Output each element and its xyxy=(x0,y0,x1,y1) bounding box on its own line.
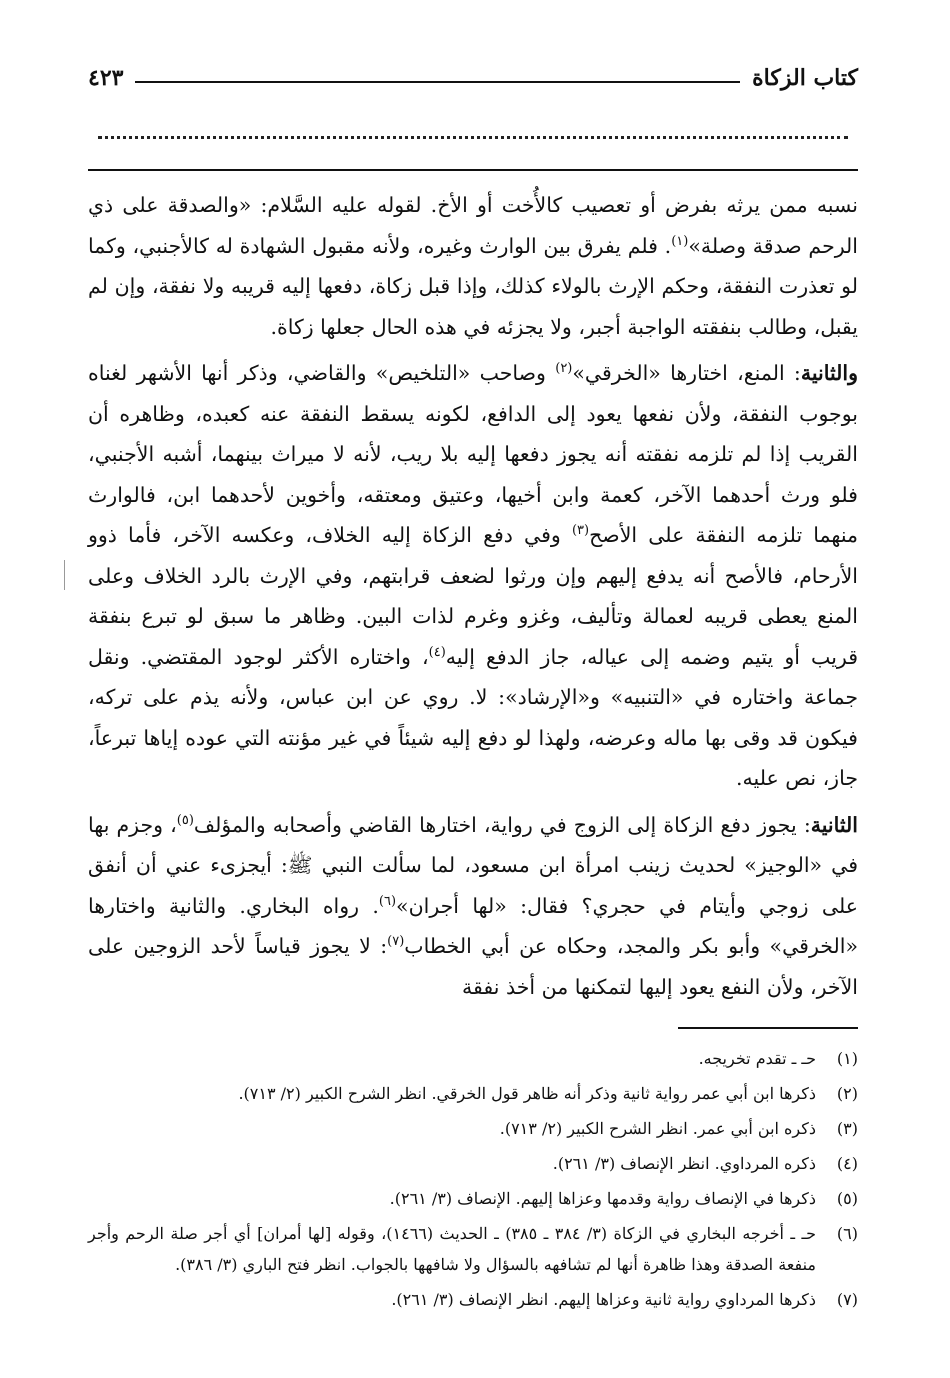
paragraph-3: الثانية: يجوز دفع الزكاة إلى الزوج في رواية، اختارها القاضي وأصحابه والمؤلف$^{(٥)}$، وجزم بها في «الوجيز» لحديث زينب امرأة ابن مسعود، لما سألت النبي ﷺ: أيجزىء عني أن أنفق على زوجي وأيتام في حجري؟ فقال: «لها أجران»$^{(٦)}$. رواه البخاري. والثانية واختارها «الخرقي» وأبو بكر والمجد، وحكاه عن أبي الخطاب$^{(٧)}$: لا يجوز قياساً لأحد الزوجين على الآخر، ولأن النفع يعود إليها لتمكنها من أخذ نفقة xyxy=(88,812,859,999)
chapter-title: كتاب الزكاة xyxy=(752,65,858,91)
solid-separator xyxy=(88,169,858,171)
footnote-ref-1: (١) xyxy=(671,233,689,249)
footnote-number: (٤) xyxy=(836,1154,858,1173)
footnote-number: (٢) xyxy=(836,1084,858,1103)
footnote-text: ذكرها في الإنصاف رواية وقدمها وعزاها إليهم. الإنصاف (٣/ ٢٦١). xyxy=(389,1189,816,1208)
body-text xyxy=(88,185,858,1007)
paragraph-lead: والثانية xyxy=(800,361,858,385)
footnote xyxy=(88,1113,858,1144)
page xyxy=(88,60,858,1319)
dotted-separator xyxy=(98,136,848,139)
footnote-number: (٣) xyxy=(836,1119,858,1138)
footnote xyxy=(88,1284,858,1315)
footnotes xyxy=(88,1043,858,1315)
footnote-ref-2: (٢) xyxy=(555,361,573,377)
footnote-text: ذكرها ابن أبي عمر رواية ثانية وذكر أنه ظاهر قول الخرقي. انظر الشرح الكبير (٢/ ٧١٣). xyxy=(238,1084,816,1103)
footnote-number: (٧) xyxy=(836,1290,858,1309)
footnote-text: ذكره ابن أبي عمر. انظر الشرح الكبير (٢/ ٧١٣). xyxy=(499,1119,816,1138)
footnote-ref-6: (٦) xyxy=(378,893,397,909)
running-header xyxy=(88,60,858,96)
footnote-rule xyxy=(678,1027,858,1029)
footnote xyxy=(88,1183,858,1214)
footnote-ref-5: (٥) xyxy=(176,812,194,828)
footnote xyxy=(88,1148,858,1179)
footnote-ref-4: (٤) xyxy=(428,644,446,660)
page-number: ٤٢٣ xyxy=(88,65,124,91)
footnote xyxy=(88,1043,858,1074)
footnote-ref-7: (٧) xyxy=(387,934,405,950)
footnote-text: حـ ـ أخرجه البخاري في الزكاة (٣/ ٣٨٤ ـ ٣٨٥) ـ الحديث (١٤٦٦)، وقوله [لها أمران] أي أجر صلة الرحم وأجر منفعة الصدقة وهذا ظاهرة أنها لم تشافهه بالسؤال ولا شافهها بالجواب. انظر فتح الباري (٣/ ٣٨٦). xyxy=(88,1224,817,1274)
header-rule xyxy=(135,81,740,83)
paragraph-1: نسبه ممن يرثه بفرض أو تعصيب كالأُخت أو الأخ. لقوله عليه السَّلام: «والصدقة على ذي الرحم صدقة وصلة»$^{(١)}$. فلم يفرق بين الوارث وغيره، ولأنه مقبول الشهادة له كالأجنبي، وكما لو تعذرت النفقة، وحكم الإرث بالولاء كذلك، وإذا قبل زكاة، دفعها إليه قريبه ولا نفقة، وإن لم يقبل، وطالب بنفقته الواجبة أجبر، ولا يجزئه في هذه الحال جعلها زكاة. xyxy=(88,193,858,339)
footnote-text: ذكرها المرداوي رواية ثانية وعزاها إليهم. انظر الإنصاف (٣/ ٢٦١). xyxy=(391,1290,816,1309)
footnote-number: (١) xyxy=(836,1049,858,1068)
paragraph-2: والثانية: المنع، اختارها «الخرقي»$^{(٢)}$ وصاحب «التلخيص» والقاضي، وذكر أنها الأشهر لغناه بوجوب النفقة، ولأن نفعها يعود إلى الدافع، لكونه يسقط النفقة عنه كعبده، وظاهره أن القريب إذا لم تلزمه نفقته أنه يجوز دفعها إليه بلا ريب، لأنه لا ميراث بينهما، أشبه الأجنبي، فلو ورث أحدهما الآخر، كعمة وابن أخيها، وعتيق ومعتقه، وأخوين لأحدهما ابن، فالوارث منهما تلزمه النفقة على الأصح$^{(٣)}$ وفي دفع الزكاة إليه الخلاف، وعكسه الآخر، فأما ذوو الأرحام، فالأصح أنه يدفع إليهم وإن ورثوا لضعف قرابتهم، وفي الإرث بالرد الخلاف وعلى المنع يعطى قريبه لعمالة وتأليف، وغزو وغرم لذات البين. وظاهر ما سبق لو تبرع بنفقة قريب أو يتيم وضمه إلى عياله، جاز الدفع إليه$^{(٤)}$، واختاره الأكثر لوجود المقتضي. ونقل جماعة واختاره في «التنبيه» و«الإرشاد»: لا. روي عن ابن عباس، ولأنه يذم على تركه، فيكون قد وقى بها ماله وعرضه، ولهذا لو دفع إليه شيئاً في غير مؤنته التي عوده إياها تبرعاً، جاز، نص عليه. xyxy=(88,361,859,790)
paragraph-lead: الثانية xyxy=(810,812,858,837)
footnote-number: (٥) xyxy=(836,1189,858,1208)
footnote-text: ذكره المرداوي. انظر الإنصاف (٣/ ٢٦١). xyxy=(552,1154,816,1173)
margin-pencil-mark xyxy=(64,560,79,590)
footnote-ref-3: (٣) xyxy=(571,523,590,539)
footnote-text: حـ ـ تقدم تخريجه. xyxy=(698,1049,816,1068)
footnote xyxy=(88,1218,858,1280)
footnote xyxy=(88,1078,858,1109)
footnote-number: (٦) xyxy=(836,1224,858,1243)
